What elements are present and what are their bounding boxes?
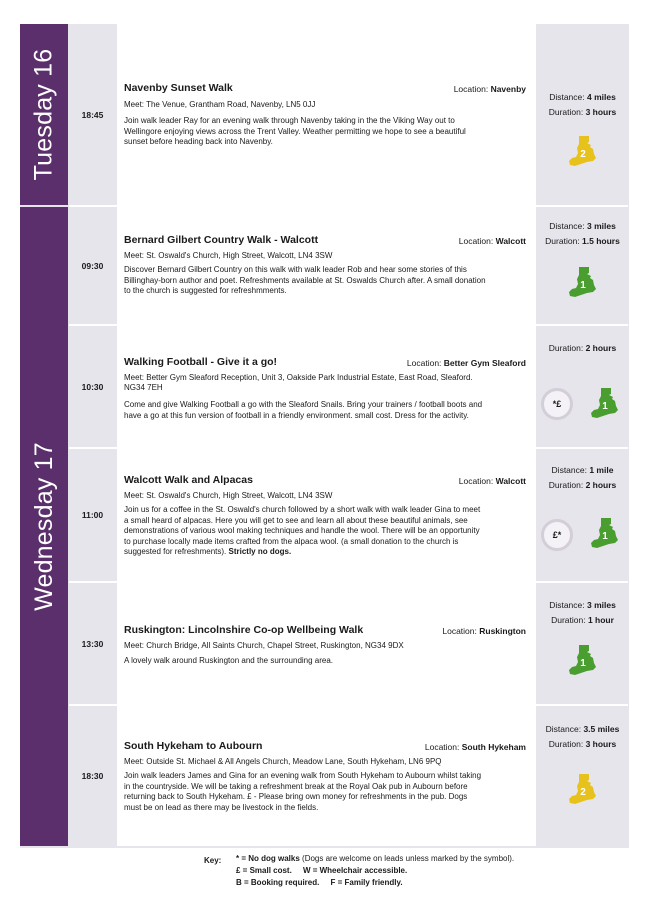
boot-grade-icon bbox=[567, 772, 599, 806]
svg-text:1: 1 bbox=[602, 531, 608, 542]
walk-meet: Meet: The Venue, Grantham Road, Navenby, LN5 0JJ bbox=[124, 100, 316, 109]
day-band-wednesday bbox=[20, 207, 68, 846]
walk-duration: Duration: 2 hours bbox=[548, 343, 617, 353]
walk-description: Discover Bernard Gilbert Country on this walk with walk leader Rob and hear some stories of this Billinghay-born author and poet. Refreshments available at St. Oswalds Church after. A small donation to the church is suggested for refreshmments. bbox=[124, 265, 486, 296]
walk-meet: Meet: St. Oswald's Church, High Street, Walcott, LN4 3SW bbox=[124, 251, 333, 260]
walk-details bbox=[117, 24, 536, 205]
day-band-tuesday bbox=[20, 24, 68, 205]
boot-grade-icon bbox=[589, 386, 621, 420]
boot-grade-icon bbox=[567, 643, 599, 677]
walk-details bbox=[117, 449, 536, 581]
walk-distance: Distance: 3 miles bbox=[549, 600, 616, 610]
walk-time: 18:45 bbox=[81, 109, 104, 120]
walk-info bbox=[537, 583, 628, 704]
walk-location: Location: Better Gym Sleaford bbox=[406, 358, 526, 368]
walk-meet: Meet: Church Bridge, All Saints Church, Chapel Street, Ruskington, NG34 9DX bbox=[124, 641, 404, 650]
walk-details bbox=[117, 207, 536, 324]
boot-grade-icon bbox=[589, 516, 621, 550]
walk-duration: Duration: 3 hours bbox=[548, 739, 617, 749]
walk-time: 13:30 bbox=[81, 638, 104, 649]
walk-distance: Distance: 1 mile bbox=[551, 465, 614, 475]
key-line-cost: £ = Small cost. W = Wheelchair accessible. bbox=[236, 866, 408, 875]
boot-grade-icon bbox=[567, 134, 599, 168]
cost-badge: *£ bbox=[541, 388, 573, 420]
svg-text:1: 1 bbox=[580, 658, 586, 669]
svg-text:2: 2 bbox=[580, 787, 586, 798]
day-label: Wednesday 17 bbox=[29, 442, 58, 611]
boot-grade-icon bbox=[567, 265, 599, 299]
walk-info bbox=[537, 449, 628, 581]
walk-details bbox=[117, 583, 536, 704]
walk-location: Location: Ruskington bbox=[442, 626, 526, 636]
walk-description: Join us for a coffee in the St. Oswald's church followed by a short walk with walk leader Gina to meet a small heard of alpacas. Here you will get to see and learn all about these beautiful animals, see demonstrations of various wool making techniques and handle the wool. There will be an opportunity to purchase locally made items crafted from the alpaca wool. (a small donation to the church is suggested for refreshments). Strictly no dogs. bbox=[124, 505, 481, 557]
walk-details bbox=[117, 706, 536, 846]
walk-description: Join walk leaders James and Gina for an evening walk from South Hykeham to Aubourn whilst taking in the countryside. We will be taking a refreshment break at the Royal Oak pub in Aubourn before returning back to South Hykeham. £ - Please bring own money for refreshments in the pub. Dogs must be on lead as there may be livestock in the fields. bbox=[124, 771, 482, 812]
walk-title: South Hykeham to Aubourn bbox=[124, 740, 263, 752]
walk-title: Navenby Sunset Walk bbox=[124, 82, 233, 94]
walk-time: 11:00 bbox=[81, 510, 104, 520]
walk-time: 09:30 bbox=[81, 260, 104, 271]
walk-duration: Duration: 2 hours bbox=[548, 480, 617, 490]
walk-row bbox=[69, 24, 628, 205]
walk-row bbox=[69, 449, 628, 581]
walk-meet: Meet: Better Gym Sleaford Reception, Unit 3, Oakside Park Industrial Estate, East Road, Sleaford. NG34 7EH bbox=[124, 373, 473, 392]
walk-time: 10:30 bbox=[81, 381, 104, 392]
svg-text:1: 1 bbox=[602, 401, 608, 412]
day-label: Tuesday 16 bbox=[29, 48, 58, 181]
walk-meet: Meet: Outside St. Michael & All Angels Church, Meadow Lane, South Hykeham, LN6 9PQ bbox=[124, 757, 442, 766]
walk-title: Walking Football - Give it a go! bbox=[124, 356, 278, 368]
walk-description: Join walk leader Ray for an evening walk through Navenby taking in the the Viking Way out to Wellingore enjoying views across the Trent Valley. Weather permitting we hope to see a beautiful sunset before heading back into Navenby. bbox=[124, 116, 466, 147]
walk-description: A lovely walk around Ruskington and the surrounding area. bbox=[124, 656, 334, 665]
walk-duration: Duration: 3 hours bbox=[548, 107, 617, 117]
walk-title: Walcott Walk and Alpacas bbox=[124, 474, 253, 486]
cost-badge: £* bbox=[541, 519, 573, 551]
walk-location: Location: Walcott bbox=[458, 476, 526, 486]
walk-info bbox=[537, 207, 628, 324]
walk-info bbox=[537, 706, 628, 846]
walk-distance: Distance: 3.5 miles bbox=[545, 724, 620, 734]
walk-distance: Distance: 4 miles bbox=[549, 92, 616, 102]
walk-location: Location: Walcott bbox=[458, 236, 526, 246]
walk-row bbox=[69, 583, 628, 704]
walk-time: 18:30 bbox=[81, 771, 104, 781]
svg-text:2: 2 bbox=[580, 149, 586, 160]
svg-text:1: 1 bbox=[580, 280, 586, 291]
walk-row bbox=[69, 706, 628, 846]
walk-title: Ruskington: Lincolnshire Co-op Wellbeing Walk bbox=[124, 624, 364, 636]
walk-details bbox=[117, 326, 536, 447]
walk-distance: Distance: 3 miles bbox=[549, 221, 616, 231]
walk-info bbox=[537, 24, 628, 205]
legend-key bbox=[20, 848, 629, 890]
walk-description: Come and give Walking Football a go with the Sleaford Snails. Bring your trainers / football boots and have a go at this fun version of football in a friendly environment. small cost. Dress for the activity. bbox=[124, 400, 483, 420]
key-line-booking: B = Booking required. F = Family friendly. bbox=[236, 878, 403, 887]
walk-location: Location: Navenby bbox=[453, 84, 526, 94]
walk-row bbox=[69, 326, 628, 447]
key-line-no-dogs: * = No dog walks (Dogs are welcome on leads unless marked by the symbol). bbox=[236, 854, 515, 863]
walk-duration: Duration: 1.5 hours bbox=[545, 236, 620, 246]
walk-title: Bernard Gilbert Country Walk - Walcott bbox=[124, 234, 319, 246]
walk-location: Location: South Hykeham bbox=[424, 742, 526, 752]
walk-meet: Meet: St. Oswald's Church, High Street, Walcott, LN4 3SW bbox=[124, 491, 333, 500]
walk-info bbox=[537, 326, 628, 447]
key-label: Key: bbox=[204, 856, 222, 865]
walk-row bbox=[69, 207, 628, 324]
walk-duration: Duration: 1 hour bbox=[551, 615, 614, 625]
